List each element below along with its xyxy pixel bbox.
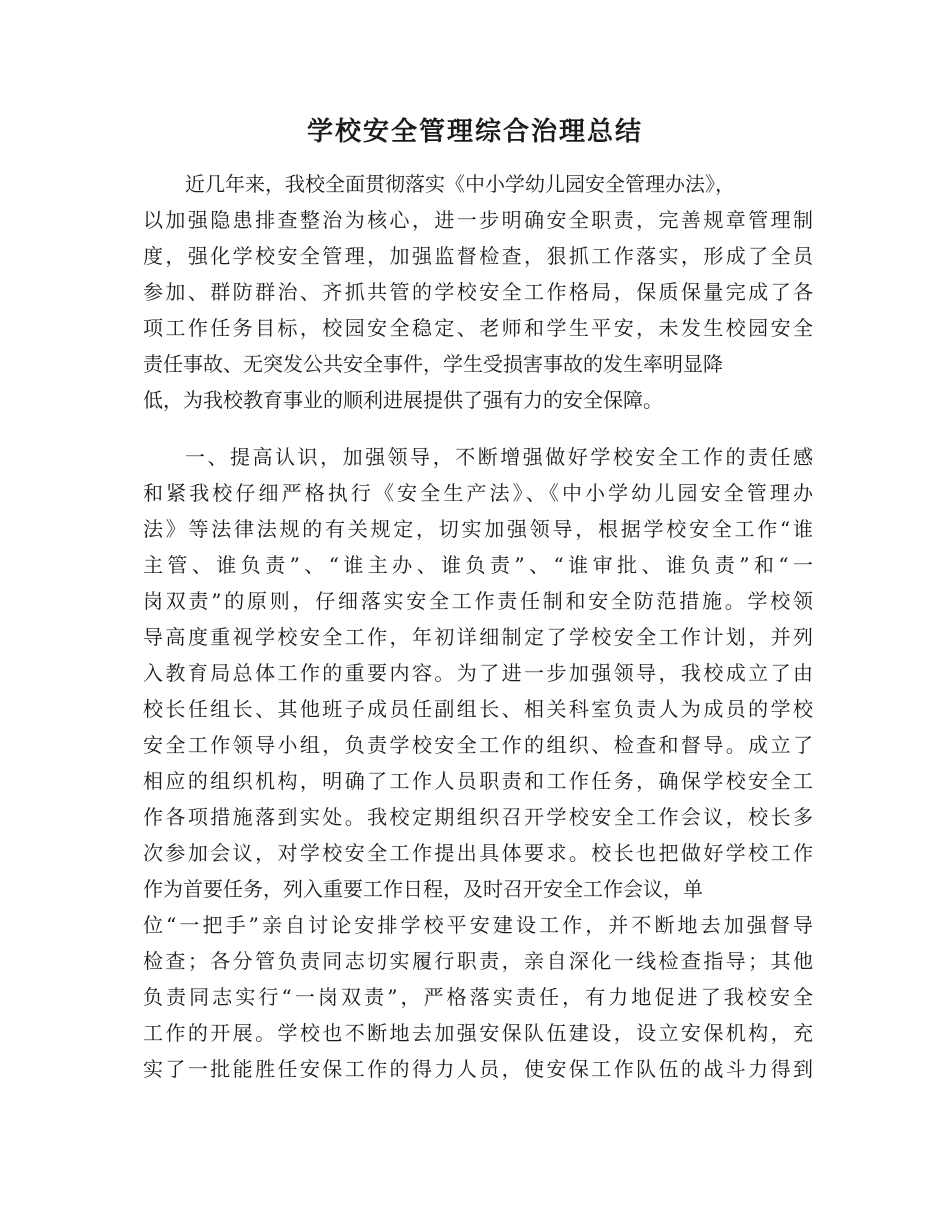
text-line: 相应的组织机构，明确了工作人员职责和工作任务，确保学校安全工 [143,769,813,793]
text-line: 法》等法律法规的有关规定，切实加强领导，根据学校安全工作“谁 [143,517,813,541]
text-line: 责任事故、无突发公共安全事件，学生受损害事故的发生率明显降 [143,352,723,376]
text-line: 校长任组长、其他班子成员任副组长、相关科室负责人为成员的学校 [143,697,813,721]
text-line: 岗双责”的原则，仔细落实安全工作责任制和安全防范措施。学校领 [143,589,813,613]
text-line: 项工作任务目标，校园安全稳定、老师和学生平安，未发生校园安全 [143,316,813,340]
text-line: 位“一把手”亲自讨论安排学校平安建设工作，并不断地去加强督导 [143,913,813,937]
text-line: 安全工作领导小组，负责学校安全工作的组织、检查和督导。成立了 [143,733,813,757]
paragraph-section-one [143,439,813,1087]
text-line: 和紧我校仔细严格执行《安全生产法》、《中小学幼儿园安全管理办 [143,481,813,505]
text-line: 主管、谁负责”、“谁主办、谁负责”、“谁审批、谁负责”和“一 [143,553,813,577]
text-line: 参加、群防群治、齐抓共管的学校安全工作格局，保质保量完成了各 [143,280,813,304]
text-line: 导高度重视学校安全工作，年初详细制定了学校安全工作计划，并列 [143,625,813,649]
document-title: 学校安全管理综合治理总结 [306,117,643,147]
text-line: 工作的开展。学校也不断地去加强安保队伍建设，设立安保机构，充 [143,1021,813,1045]
text-line: 次参加会议，对学校安全工作提出具体要求。校长也把做好学校工作 [143,841,813,865]
text-line: 度，强化学校安全管理，加强监督检查，狠抓工作落实，形成了全员 [143,244,813,268]
text-line: 实了一批能胜任安保工作的得力人员，使安保工作队伍的战斗力得到 [143,1057,813,1081]
text-line: 检查；各分管负责同志切实履行职责，亲自深化一线检查指导；其他 [143,949,813,973]
text-line: 入教育局总体工作的重要内容。为了进一步加强领导，我校成立了由 [143,661,813,685]
paragraph-intro [143,166,813,418]
text-line: 一、提高认识，加强领导，不断增强做好学校安全工作的责任感 [185,445,813,469]
text-line: 负责同志实行“一岗双责”，严格落实责任，有力地促进了我校安全 [143,985,813,1009]
text-line: 作为首要任务，列入重要工作日程，及时召开安全工作会议，单 [143,877,703,901]
text-line: 作各项措施落到实处。我校定期组织召开学校安全工作会议，校长多 [143,805,813,829]
text-line: 低，为我校教育事业的顺利进展提供了强有力的安全保障。 [143,388,663,412]
text-line: 近几年来，我校全面贯彻落实《中小学幼儿园安全管理办法》， [185,172,735,196]
text-line: 以加强隐患排查整治为核心，进一步明确安全职责，完善规章管理制 [143,208,813,232]
